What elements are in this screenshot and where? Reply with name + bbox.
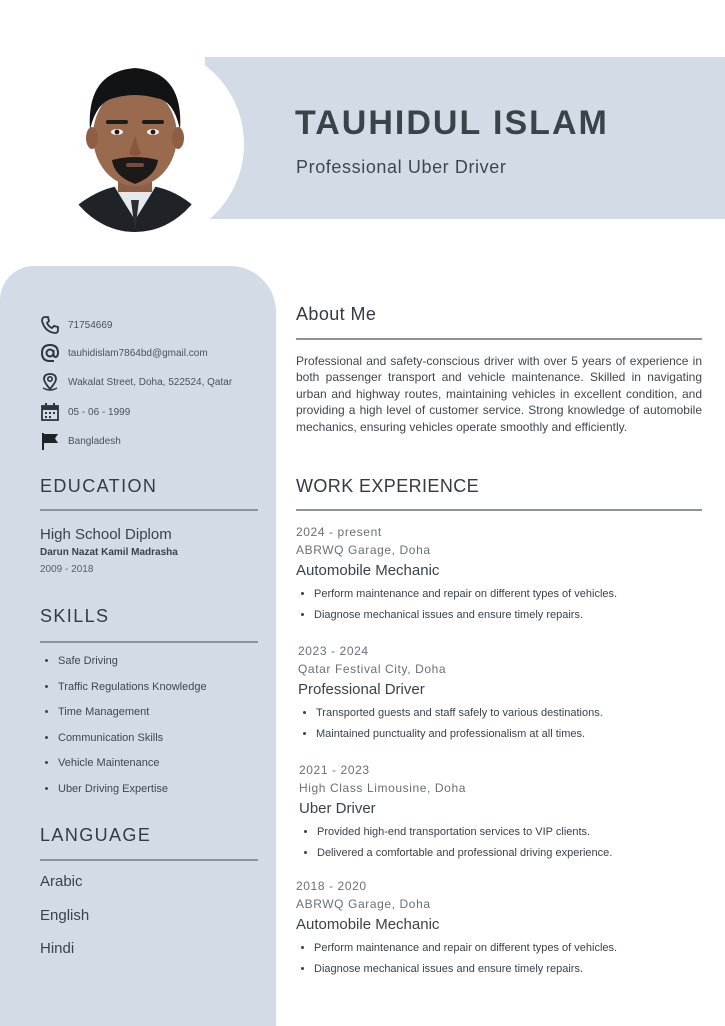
about-divider: [296, 338, 702, 340]
job-company: ABRWQ Garage, Doha: [296, 543, 431, 557]
language-heading: LANGUAGE: [40, 825, 152, 845]
job-bullets: [296, 938, 716, 979]
experience-divider: [296, 509, 702, 511]
job-bullets: [298, 703, 718, 744]
job-period: 2023 - 2024: [298, 644, 369, 658]
list-item: • Communication Skills: [58, 729, 207, 755]
list-item: • Safe Driving: [58, 652, 207, 678]
flag-icon: [40, 431, 60, 451]
language-list: [40, 873, 89, 974]
location-pin-icon: [40, 372, 60, 392]
job-period: 2018 - 2020: [296, 879, 367, 893]
list-item: • Maintained punctuality and professionalism at all times.: [316, 724, 718, 745]
list-item: • Diagnose mechanical issues and ensure timely repairs.: [314, 605, 716, 626]
job-company: ABRWQ Garage, Doha: [296, 897, 431, 911]
contact-email: [40, 343, 208, 363]
job-entry: [299, 761, 719, 863]
list-item: • Diagnose mechanical issues and ensure timely repairs.: [314, 959, 716, 980]
job-entry: [296, 523, 716, 625]
contact-phone-text: 71754669: [68, 319, 113, 331]
contact-email-text: tauhidislam7864bd@gmail.com: [68, 347, 208, 359]
list-item: • Transported guests and staff safely to various destinations.: [316, 703, 718, 724]
portrait-illustration: [56, 50, 214, 232]
job-entry: [296, 877, 716, 979]
skills-divider: [40, 641, 258, 643]
list-item: • Provided high-end transportation services to VIP clients.: [317, 822, 719, 843]
job-entry: [298, 642, 718, 744]
job-title: Automobile Mechanic: [296, 562, 440, 579]
list-item: Arabic: [40, 873, 83, 890]
education-divider: [40, 509, 258, 511]
list-item: • Time Management: [58, 703, 207, 729]
job-bullets: [296, 584, 716, 625]
skills-list: [40, 652, 207, 806]
contact-birthdate: [40, 402, 130, 422]
list-item: • Delivered a comfortable and professional driving experience.: [317, 843, 719, 864]
job-title: Professional Driver: [298, 681, 425, 698]
list-item: Hindi: [40, 940, 75, 957]
contact-nationality-text: Bangladesh: [68, 435, 121, 447]
list-item: • Perform maintenance and repair on different types of vehicles.: [314, 584, 716, 605]
about-text: Professional and safety-conscious driver with over 5 years of experience in both passenger transport and vehicle maintenance. Skilled in navigating urban and highway routes, maintaining vehicles in excellent condition, and providing a high level of customer service. Strong knowledge of automobile mechanics, ensuring vehicles operate smoothly and efficiently.: [296, 354, 702, 434]
job-period: 2021 - 2023: [299, 763, 370, 777]
person-name: TAUHIDUL ISLAM: [295, 104, 609, 142]
education-degree: High School Diplom: [40, 526, 172, 543]
about-heading: About Me: [296, 304, 377, 324]
job-role: Professional Uber Driver: [296, 157, 507, 177]
skills-heading: SKILLS: [40, 606, 110, 626]
contact-address-text: Wakalat Street, Doha, 522524, Qatar: [68, 376, 233, 388]
language-divider: [40, 859, 258, 861]
job-period: 2024 - present: [296, 525, 382, 539]
phone-icon: [40, 315, 60, 335]
contact-nationality: [40, 431, 121, 451]
list-item: • Uber Driving Expertise: [58, 780, 207, 806]
profile-photo: [56, 50, 214, 232]
job-bullets: [299, 822, 719, 863]
at-icon: [40, 343, 60, 363]
education-heading: EDUCATION: [40, 476, 158, 496]
job-title: Automobile Mechanic: [296, 916, 440, 933]
job-company: Qatar Festival City, Doha: [298, 662, 447, 676]
job-company: High Class Limousine, Doha: [299, 781, 467, 795]
contact-birthdate-text: 05 - 06 - 1999: [68, 406, 131, 418]
list-item: English: [40, 906, 90, 924]
contact-phone: [40, 315, 113, 335]
experience-heading: WORK EXPERIENCE: [296, 476, 480, 496]
education-school: Darun Nazat Kamil Madrasha: [40, 547, 178, 558]
calendar-icon: [40, 402, 60, 422]
list-item: • Perform maintenance and repair on different types of vehicles.: [314, 938, 716, 959]
contact-address: [40, 372, 232, 392]
list-item: • Vehicle Maintenance: [58, 754, 207, 780]
job-title: Uber Driver: [299, 800, 376, 817]
list-item: • Traffic Regulations Knowledge: [58, 678, 207, 704]
education-years: 2009 - 2018: [40, 564, 94, 575]
